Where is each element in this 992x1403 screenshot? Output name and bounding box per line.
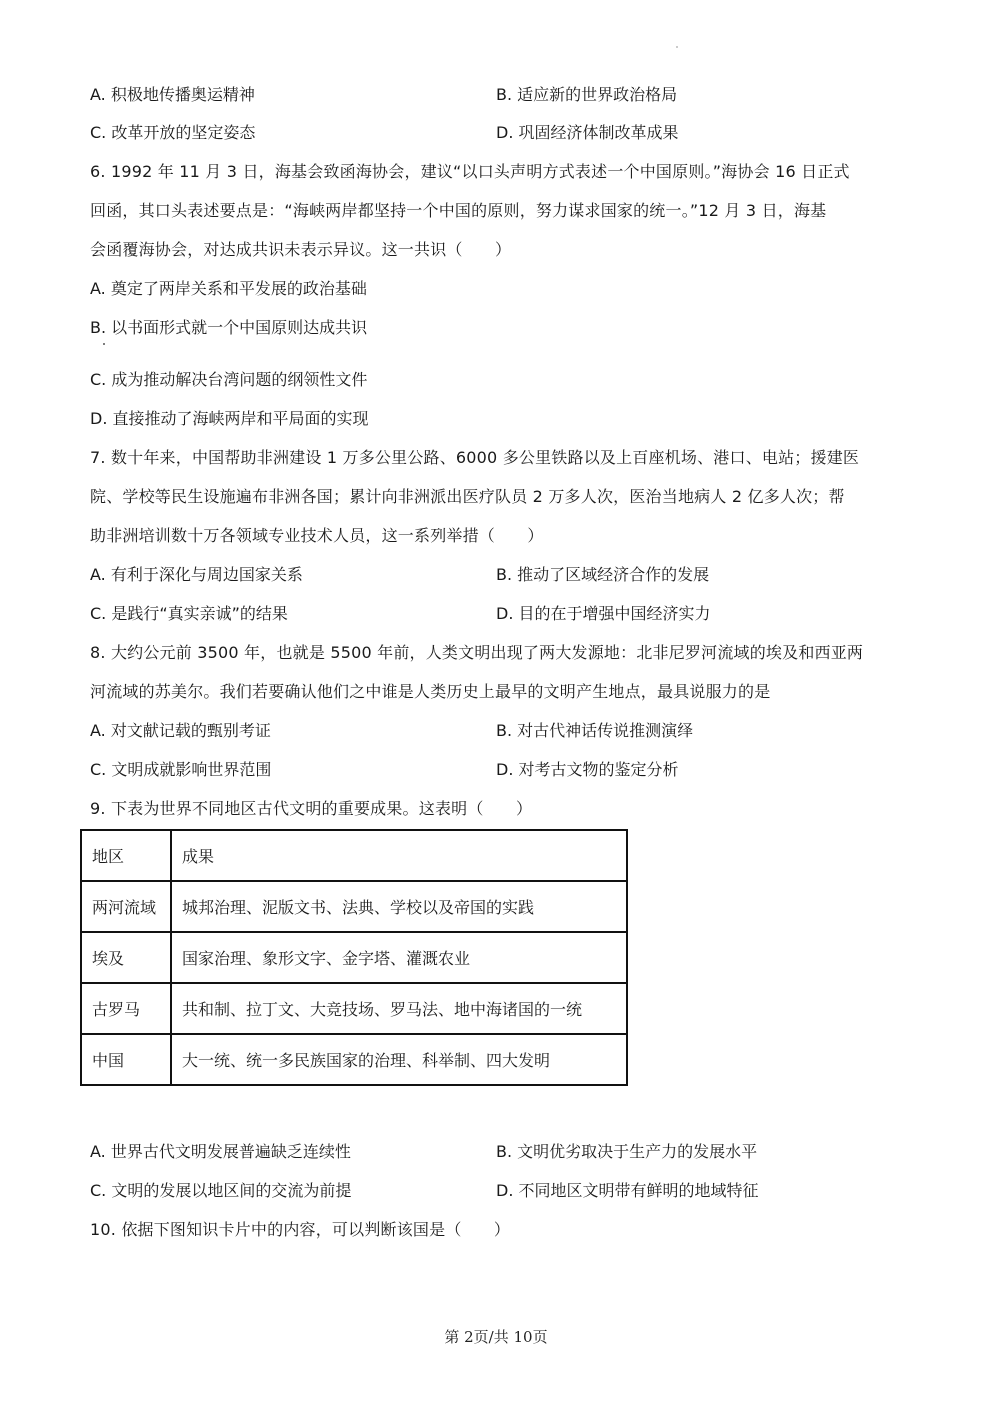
q7-stem-line-2: 院、学校等民生设施遍布非洲各国；累计向非洲派出医疗队员 2 万多人次，医治当地病人 2 亿多人次；帮 (90, 487, 845, 506)
q8-option-d[interactable]: D. 对考古文物的鉴定分析 (496, 760, 679, 779)
table-cell-achievement: 大一统、统一多民族国家的治理、科举制、四大发明 (171, 1034, 627, 1085)
table-row (81, 881, 627, 932)
q8-option-b[interactable]: B. 对古代神话传说推测演绎 (496, 721, 694, 740)
q8-stem-line-1: 8. 大约公元前 3500 年，也就是 5500 年前，人类文明出现了两大发源地：北非尼罗河流域的埃及和西亚两 (90, 643, 864, 662)
table-row (81, 983, 627, 1034)
table-header-row (81, 830, 627, 881)
q7-stem-line-1: 7. 数十年来，中国帮助非洲建设 1 万多公里公路、6000 多公里铁路以及上百座机场、港口、电站；援建医 (90, 448, 860, 467)
table-row (81, 1034, 627, 1085)
q6-stem-line-2: 回函，其口头表述要点是：“海峡两岸都坚持一个中国的原则，努力谋求国家的统一。”12 月 3 日，海基 (90, 201, 827, 220)
q7-option-a[interactable]: A. 有利于深化与周边国家关系 (90, 565, 303, 584)
table-cell-achievement: 共和制、拉丁文、大竞技场、罗马法、地中海诸国的一统 (171, 983, 627, 1034)
table-cell-region: 两河流域 (81, 881, 171, 932)
q6-option-a[interactable]: A. 奠定了两岸关系和平发展的政治基础 (90, 279, 367, 298)
q6-option-c[interactable]: C. 成为推动解决台湾问题的纲领性文件 (90, 370, 368, 389)
q8-option-c[interactable]: C. 文明成就影响世界范围 (90, 760, 272, 779)
table-header-cell: 地区 (81, 830, 171, 881)
table-cell-achievement: 城邦治理、泥版文书、法典、学校以及帝国的实践 (171, 881, 627, 932)
table-cell-region: 埃及 (81, 932, 171, 983)
q9-option-d[interactable]: D. 不同地区文明带有鲜明的地域特征 (496, 1181, 759, 1200)
q5-option-a[interactable]: A. 积极地传播奥运精神 (90, 85, 255, 104)
page-footer: 第 2页/共 10页 (444, 1328, 548, 1346)
q6-stem-line-1: 6. 1992 年 11 月 3 日，海基会致函海协会，建议“以口头声明方式表述一个中国原则。”海协会 16 日正式 (90, 162, 850, 181)
scan-dot (676, 46, 678, 48)
table-row (81, 932, 627, 983)
q6-stem-line-3: 会函覆海协会，对达成共识未表示异议。这一共识（ ） (90, 240, 512, 259)
q6-option-d[interactable]: D. 直接推动了海峡两岸和平局面的实现 (90, 409, 369, 428)
q7-option-c[interactable]: C. 是践行“真实亲诚”的结果 (90, 604, 288, 623)
q8-option-a[interactable]: A. 对文献记载的甄别考证 (90, 721, 271, 740)
q5-option-d[interactable]: D. 巩固经济体制改革成果 (496, 123, 679, 142)
q9-stem: 9. 下表为世界不同地区古代文明的重要成果。这表明（ ） (90, 799, 533, 818)
q6-option-b[interactable]: B. 以书面形式就一个中国原则达成共识 (90, 318, 368, 337)
q5-option-c[interactable]: C. 改革开放的坚定姿态 (90, 123, 256, 142)
q10-stem: 10. 依据下图知识卡片中的内容，可以判断该国是（ ） (90, 1220, 511, 1239)
scan-dot (103, 343, 105, 345)
q9-option-b[interactable]: B. 文明优劣取决于生产力的发展水平 (496, 1142, 758, 1161)
q7-stem-line-3: 助非洲培训数十万各领域专业技术人员，这一系列举措（ ） (90, 526, 544, 545)
table-cell-region: 中国 (81, 1034, 171, 1085)
table-cell-region: 古罗马 (81, 983, 171, 1034)
table-header-cell: 成果 (171, 830, 627, 881)
q7-option-b[interactable]: B. 推动了区域经济合作的发展 (496, 565, 710, 584)
q7-option-d[interactable]: D. 目的在于增强中国经济实力 (496, 604, 711, 623)
table-cell-achievement: 国家治理、象形文字、金字塔、灌溉农业 (171, 932, 627, 983)
q5-option-b[interactable]: B. 适应新的世界政治格局 (496, 85, 678, 104)
q9-option-c[interactable]: C. 文明的发展以地区间的交流为前提 (90, 1181, 352, 1200)
q9-option-a[interactable]: A. 世界古代文明发展普遍缺乏连续性 (90, 1142, 351, 1161)
q8-stem-line-2: 河流域的苏美尔。我们若要确认他们之中谁是人类历史上最早的文明产生地点，最具说服力的是 (90, 682, 771, 701)
civilization-table (80, 829, 628, 1086)
